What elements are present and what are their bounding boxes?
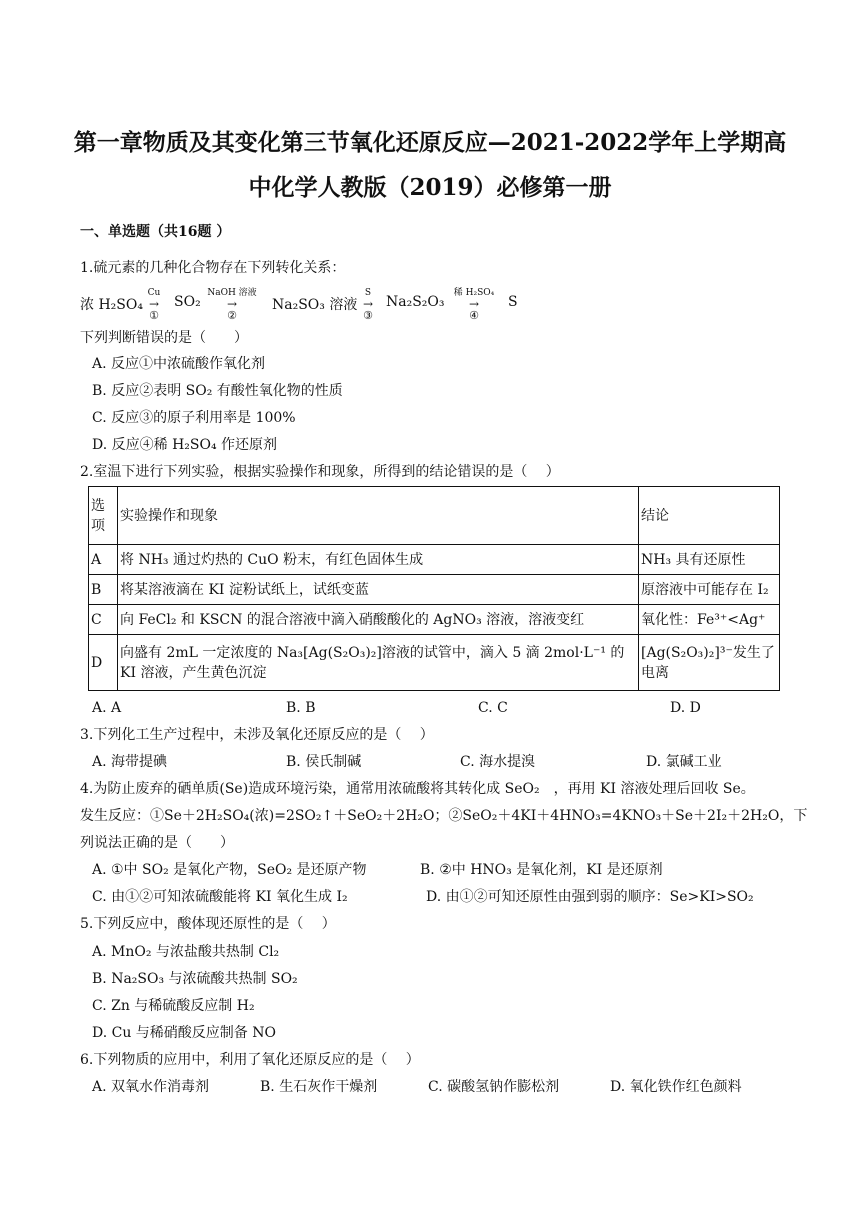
chain-arrow-1-number: ① bbox=[149, 309, 159, 322]
q1-stem: 1.硫元素的几种化合物存在下列转化关系： bbox=[80, 260, 346, 276]
q1-option-b[interactable]: B. 反应②表明 SO₂ 有酸性氧化物的性质 bbox=[92, 383, 343, 399]
row-d-conclusion: [Ag(S₂O₃)₂]³⁻发生了电离 bbox=[639, 635, 780, 691]
row-d-operation: 向盛有 2mL 一定浓度的 Na₃[Ag(S₂O₃)₂]溶液的试管中，滴入 5 滴 2mol·L⁻¹ 的 KI 溶液，产生黄色沉淀 bbox=[118, 635, 639, 691]
q2-option-a[interactable]: A. A bbox=[92, 700, 122, 716]
q1-reaction-chain bbox=[80, 288, 780, 328]
chain-node-2: SO₂ bbox=[174, 294, 201, 310]
q4-option-c[interactable]: C. 由①②可知浓硫酸能将 KI 氧化生成 I₂ bbox=[92, 889, 348, 905]
section-heading: 一、单选题（共16题 ） bbox=[80, 224, 231, 240]
q5-option-b[interactable]: B. Na₂SO₃ 与浓硫酸共热制 SO₂ bbox=[92, 971, 298, 987]
row-a-conclusion: NH₃ 具有还原性 bbox=[639, 545, 780, 575]
row-b-conclusion: 原溶液中可能存在 I₂ bbox=[639, 575, 780, 605]
q6-option-a[interactable]: A. 双氧水作消毒剂 bbox=[92, 1079, 210, 1095]
q1-option-c[interactable]: C. 反应③的原子利用率是 100% bbox=[92, 410, 296, 426]
q2-option-c[interactable]: C. C bbox=[478, 700, 508, 716]
table-row bbox=[89, 545, 780, 575]
chain-arrow-3-reagent: S bbox=[364, 288, 372, 298]
header-option: 选项 bbox=[89, 487, 118, 545]
q3-option-c[interactable]: C. 海水提溴 bbox=[460, 754, 536, 770]
arrow-icon: → bbox=[468, 297, 480, 311]
chain-arrow-2-number: ② bbox=[227, 309, 237, 322]
q3-option-d[interactable]: D. 氯碱工业 bbox=[646, 754, 722, 770]
q5-option-d[interactable]: D. Cu 与稀硝酸反应制备 NO bbox=[92, 1025, 276, 1041]
row-b-operation: 将某溶液滴在 KI 淀粉试纸上，试纸变蓝 bbox=[118, 575, 639, 605]
q4-option-d[interactable]: D. 由①②可知还原性由强到弱的顺序：Se>KI>SO₂ bbox=[426, 889, 754, 905]
row-a-label: A bbox=[89, 545, 118, 575]
q6-option-c[interactable]: C. 碳酸氢钠作膨松剂 bbox=[428, 1079, 560, 1095]
q2-stem: 2.室温下进行下列实验，根据实验操作和现象，所得到的结论错误的是（ ） bbox=[80, 464, 560, 480]
q1-option-d[interactable]: D. 反应④稀 H₂SO₄ 作还原剂 bbox=[92, 437, 278, 453]
chain-arrow-4 bbox=[446, 288, 502, 322]
chain-arrow-4-number: ④ bbox=[469, 309, 479, 322]
q6-option-d[interactable]: D. 氧化铁作红色颜料 bbox=[610, 1079, 742, 1095]
q1-option-a[interactable]: A. 反应①中浓硫酸作氧化剂 bbox=[92, 356, 266, 372]
q3-option-b[interactable]: B. 侯氏制碱 bbox=[286, 754, 362, 770]
chain-end: S bbox=[508, 294, 518, 310]
q4-stem-line-2: 发生反应：①Se＋2H₂SO₄(浓)=2SO₂↑＋SeO₂＋2H₂O；②SeO₂＋4KI＋4HNO₃=4KNO₃＋Se＋2I₂＋2H₂O，下 bbox=[80, 808, 808, 824]
chain-arrow-1-reagent: Cu bbox=[147, 288, 161, 298]
row-a-operation: 将 NH₃ 通过灼热的 CuO 粉末，有红色固体生成 bbox=[118, 545, 639, 575]
q5-option-a[interactable]: A. MnO₂ 与浓盐酸共热制 Cl₂ bbox=[92, 944, 280, 960]
q2-experiment-table bbox=[88, 486, 780, 691]
q4-option-b[interactable]: B. ②中 HNO₃ 是氧化剂，KI 是还原剂 bbox=[420, 862, 663, 878]
document-title-line-1: 第一章物质及其变化第三节氧化还原反应—2021-2022学年上学期高 bbox=[73, 129, 787, 156]
header-conclusion: 结论 bbox=[639, 487, 780, 545]
row-d-label: D bbox=[89, 635, 118, 691]
row-c-label: C bbox=[89, 605, 118, 635]
chain-node-4: Na₂S₂O₃ bbox=[386, 294, 445, 310]
q3-stem: 3.下列化工生产过程中，未涉及氧化还原反应的是（ ） bbox=[80, 727, 434, 743]
chain-arrow-3-number: ③ bbox=[363, 309, 373, 322]
header-operation: 实验操作和现象 bbox=[118, 487, 639, 545]
table-header-row bbox=[89, 487, 780, 545]
chain-arrow-3 bbox=[348, 288, 388, 322]
arrow-icon: → bbox=[362, 297, 374, 311]
table-row bbox=[89, 575, 780, 605]
row-c-operation: 向 FeCl₂ 和 KSCN 的混合溶液中滴入硝酸酸化的 AgNO₃ 溶液，溶液变红 bbox=[118, 605, 639, 635]
q4-stem-line-1: 4.为防止废弃的硒单质(Se)造成环境污染，通常用浓硫酸将其转化成 SeO₂ ，再用 KI 溶液处理后回收 Se。 bbox=[80, 781, 755, 797]
q5-option-c[interactable]: C. Zn 与稀硫酸反应制 H₂ bbox=[92, 998, 255, 1014]
q6-option-b[interactable]: B. 生石灰作干燥剂 bbox=[260, 1079, 378, 1095]
q3-option-a[interactable]: A. 海带提碘 bbox=[92, 754, 168, 770]
chain-arrow-2-reagent: NaOH 溶液 bbox=[207, 288, 257, 298]
q4-stem-line-3: 列说法正确的是（ ） bbox=[80, 835, 234, 851]
chain-arrow-2 bbox=[204, 288, 260, 322]
table-row bbox=[89, 605, 780, 635]
q5-stem: 5.下列反应中，酸体现还原性的是（ ） bbox=[80, 916, 336, 932]
table-row bbox=[89, 635, 780, 691]
document-title-line-2: 中化学人教版（2019）必修第一册 bbox=[248, 174, 612, 201]
chain-arrow-1 bbox=[134, 288, 174, 322]
row-c-conclusion: 氧化性：Fe³⁺<Ag⁺ bbox=[639, 605, 780, 635]
q6-stem: 6.下列物质的应用中，利用了氧化还原反应的是（ ） bbox=[80, 1052, 420, 1068]
arrow-icon: → bbox=[148, 297, 160, 311]
q4-option-a[interactable]: A. ①中 SO₂ 是氧化产物，SeO₂ 是还原产物 bbox=[92, 862, 367, 878]
q2-option-d[interactable]: D. D bbox=[670, 700, 701, 716]
q2-option-b[interactable]: B. B bbox=[286, 700, 316, 716]
chain-start: 浓 H₂SO₄ bbox=[80, 297, 143, 313]
chain-node-3: Na₂SO₃ 溶液 bbox=[272, 297, 358, 313]
arrow-icon: → bbox=[226, 297, 238, 311]
row-b-label: B bbox=[89, 575, 118, 605]
chain-arrow-4-reagent: 稀 H₂SO₄ bbox=[453, 288, 495, 298]
q1-question: 下列判断错误的是（ ） bbox=[80, 330, 248, 346]
